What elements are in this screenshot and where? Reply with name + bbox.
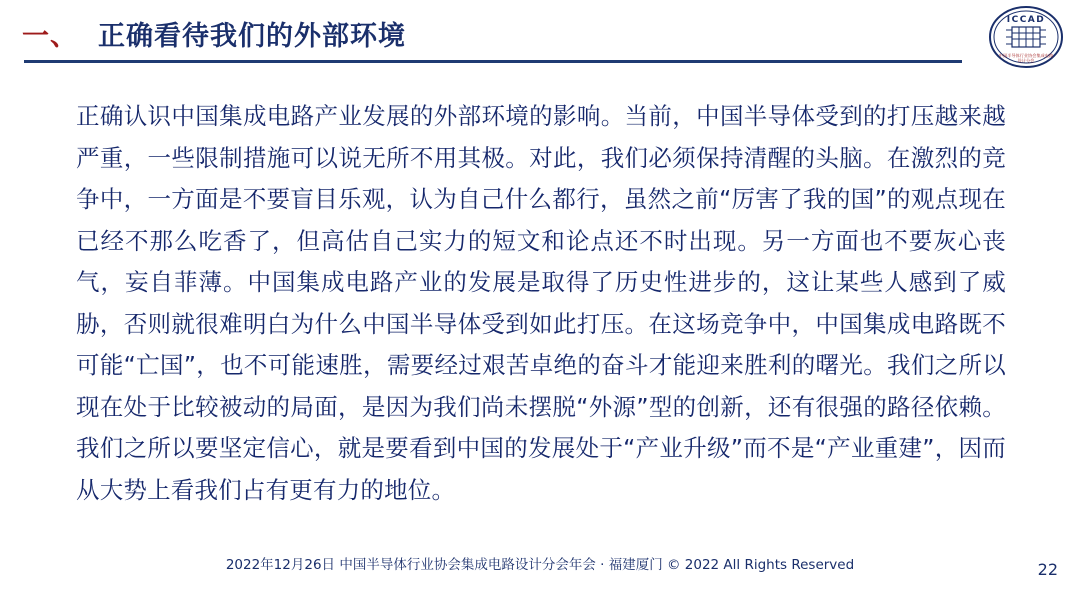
page-title: [22, 14, 406, 53]
slide-body-text: 正确认识中国集成电路产业发展的外部环境的影响。当前，中国半导体受到的打压越来越严重，一些限制措施可以说无所不用其极。对此，我们必须保持清醒的头脑。在激烈的竞争中，一方面是不要盲目乐观，认为自己什么都行，虽然之前“厉害了我的国”的观点现在已经不那么吃香了，但高估自己实力的短文和论点还不时出现。另一方面也不要灰心丧气，妄自菲薄。中国集成电路产业的发展是取得了历史性进步的，这让某些人感到了威胁，否则就很难明白为什么中国半导体受到如此打压。在这场竞争中，中国集成电路既不可能“亡国”，也不可能速胜，需要经过艰苦卓绝的奋斗才能迎来胜利的曙光。我们之所以现在处于比较被动的局面，是因为我们尚未摆脱“外源”型的创新，还有很强的路径依赖。我们之所以要坚定信心，就是要看到中国的发展处于“产业升级”而不是“产业重建”，因而从大势上看我们占有更有力的地位。: [76, 102, 1006, 504]
svg-text:ICCAD: ICCAD: [1006, 15, 1046, 25]
svg-text:设计分会: 设计分会: [1017, 58, 1035, 63]
title-number: 一、: [22, 21, 78, 52]
title-text: 正确看待我们的外部环境: [98, 21, 406, 52]
page-number: 22: [1037, 560, 1058, 579]
slide-footer: 2022年12月26日 中国半导体行业协会集成电路设计分会年会 · 福建厦门 © 2022 All Rights Reserved: [225, 557, 855, 573]
slide-header: [0, 0, 1080, 72]
svg-text:中国半导体行业协会集成电路: 中国半导体行业协会集成电路: [998, 53, 1054, 58]
header-divider: [24, 60, 962, 63]
iccad-logo: [988, 6, 1064, 68]
